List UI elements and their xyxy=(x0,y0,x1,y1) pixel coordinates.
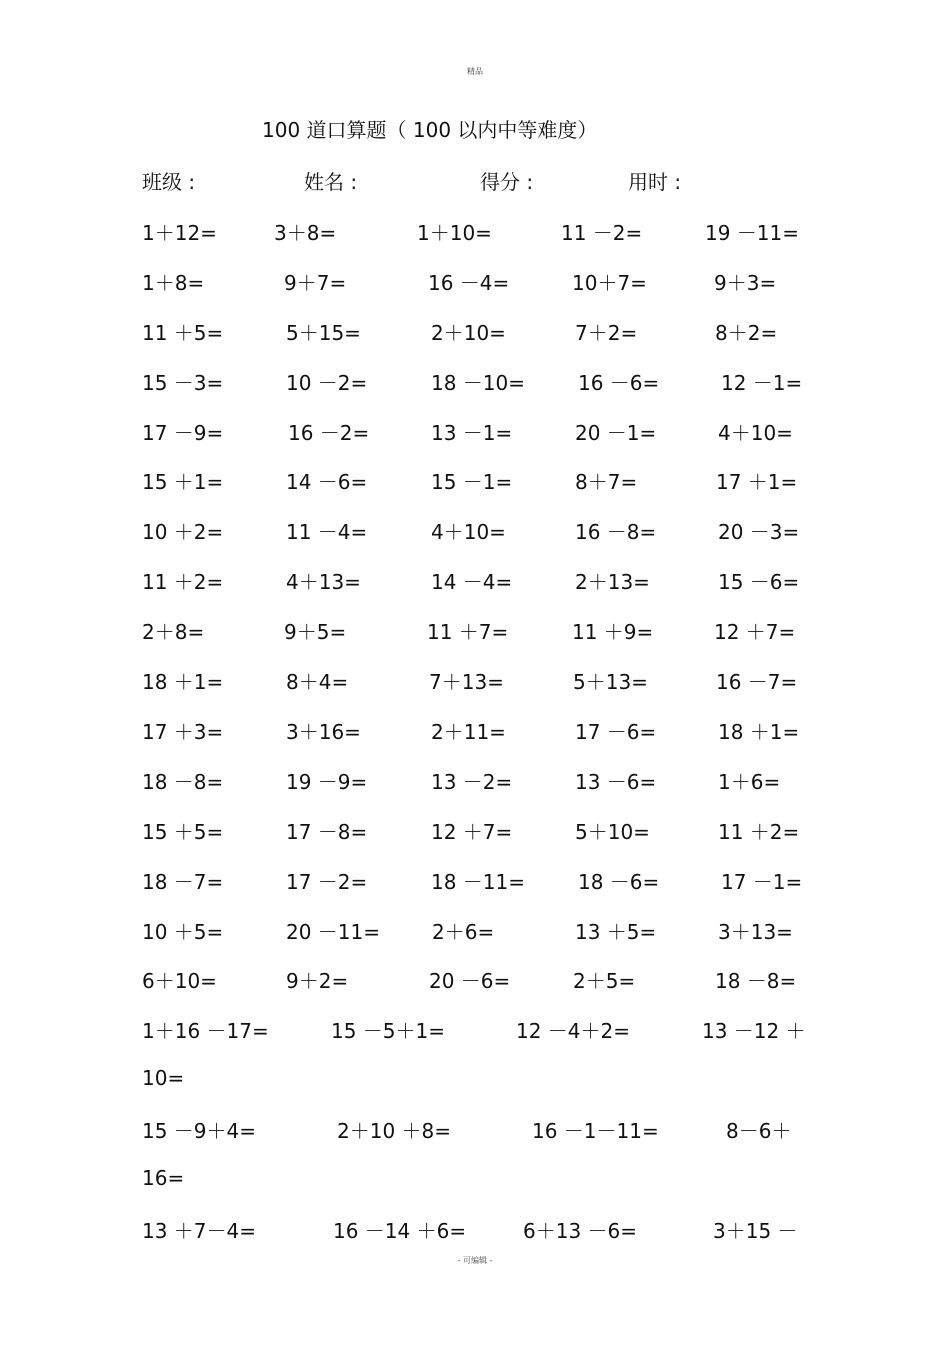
problem-item: 15 ＋1= xyxy=(142,470,224,494)
problem-item: 2＋5= xyxy=(573,969,636,993)
problem-row xyxy=(0,267,950,297)
time-label: 用时 : xyxy=(628,170,682,194)
problem-item: 15 －5＋1= xyxy=(331,1019,446,1043)
problem-item: 9＋3= xyxy=(714,271,777,295)
problem-item: 18 －7= xyxy=(142,870,224,894)
problem-item: 14 －4= xyxy=(431,570,513,594)
problem-item: 2＋10= xyxy=(431,321,506,345)
problem-item: 9＋2= xyxy=(286,969,349,993)
problem-item: 8＋4= xyxy=(286,670,349,694)
problem-item: 5＋13= xyxy=(573,670,648,694)
score-label: 得分 : xyxy=(480,170,534,194)
problem-item: 16 －1－11= xyxy=(532,1119,659,1143)
problem-item: 18 －8= xyxy=(142,770,224,794)
problem-item: 12 －1= xyxy=(721,371,803,395)
problem-item: 16 －7= xyxy=(716,670,798,694)
worksheet-title: 100 道口算题（ 100 以内中等难度） xyxy=(262,118,598,142)
problem-item: 17 －8= xyxy=(286,820,368,844)
problem-item: 15 －1= xyxy=(431,470,513,494)
problem-row xyxy=(0,317,950,347)
problem-item: 4＋13= xyxy=(286,570,361,594)
problem-item: 11 ＋7= xyxy=(427,620,509,644)
problem-item: 15 －9＋4= xyxy=(142,1119,257,1143)
problem-item: 19 －9= xyxy=(286,770,368,794)
problem-item: 3＋8= xyxy=(274,221,337,245)
problem-row xyxy=(0,217,950,247)
problem-item: 20 －1= xyxy=(575,421,657,445)
problem-item: 8－6＋ xyxy=(726,1119,792,1143)
problem-item: 17 －9= xyxy=(142,421,224,445)
problem-item: 10 －2= xyxy=(286,371,368,395)
page-header: 精品 xyxy=(467,67,483,76)
problem-item: 17 ＋1= xyxy=(716,470,798,494)
problem-item: 18 ＋1= xyxy=(142,670,224,694)
problem-item: 15 －3= xyxy=(142,371,224,395)
problem-row xyxy=(0,816,950,846)
problem-item: 12 ＋7= xyxy=(714,620,796,644)
problem-item: 11 －2= xyxy=(561,221,643,245)
problem-item: 8＋7= xyxy=(575,470,638,494)
problem-item: 17 －2= xyxy=(286,870,368,894)
problem-item: 1＋10= xyxy=(417,221,492,245)
problem-row xyxy=(0,1015,950,1045)
problem-item: 17 ＋3= xyxy=(142,720,224,744)
problem-item: 13 ＋7－4= xyxy=(142,1219,257,1243)
problem-item: 16 －6= xyxy=(578,371,660,395)
problem-item: 15 ＋5= xyxy=(142,820,224,844)
problem-item: 17 －1= xyxy=(721,870,803,894)
problem-row xyxy=(0,965,950,995)
problem-item: 5＋10= xyxy=(575,820,650,844)
name-label: 姓名 : xyxy=(304,170,358,194)
problem-item: 11 －4= xyxy=(286,520,368,544)
problem-item: 11 ＋2= xyxy=(142,570,224,594)
problem-row xyxy=(0,766,950,796)
problem-item: 15 －6= xyxy=(718,570,800,594)
problem-item: 4＋10= xyxy=(431,520,506,544)
problem-item: 18 ＋1= xyxy=(718,720,800,744)
student-info-row xyxy=(0,166,950,196)
problem-item: 11 ＋5= xyxy=(142,321,224,345)
problem-item: 6＋13 －6= xyxy=(523,1219,638,1243)
problem-item: 18 －11= xyxy=(431,870,526,894)
problem-row xyxy=(0,666,950,696)
problem-item: 16 －4= xyxy=(428,271,510,295)
problem-item: 2＋11= xyxy=(431,720,506,744)
problem-item: 14 －6= xyxy=(286,470,368,494)
problem-row xyxy=(0,1115,950,1145)
problem-item: 11 ＋2= xyxy=(718,820,800,844)
problem-item: 13 －12 ＋ xyxy=(702,1019,806,1043)
problem-row xyxy=(0,516,950,546)
problem-item: 20 －11= xyxy=(286,920,381,944)
problem-item: 6＋10= xyxy=(142,969,217,993)
problem-item: 3＋13= xyxy=(718,920,793,944)
problem-item: 2＋10 ＋8= xyxy=(337,1119,452,1143)
problem-item: 1＋8= xyxy=(142,271,205,295)
problem-item: 12 ＋7= xyxy=(431,820,513,844)
problem-item: 9＋5= xyxy=(284,620,347,644)
problem-item: 20 －6= xyxy=(429,969,511,993)
problem-item: 10＋7= xyxy=(572,271,647,295)
problem-item: 16 －8= xyxy=(575,520,657,544)
problem-item: 2＋6= xyxy=(432,920,495,944)
problem-item: 1＋16 －17= xyxy=(142,1019,269,1043)
problem-row xyxy=(0,616,950,646)
problem-item: 16 －14 ＋6= xyxy=(333,1219,467,1243)
problem-item: 3＋16= xyxy=(286,720,361,744)
problem-item: 16= xyxy=(142,1166,185,1190)
problem-item: 18 －8= xyxy=(715,969,797,993)
problem-item: 11 ＋9= xyxy=(572,620,654,644)
problem-item: 5＋15= xyxy=(286,321,361,345)
problem-row xyxy=(0,716,950,746)
problem-item: 20 －3= xyxy=(718,520,800,544)
problem-item: 13 －1= xyxy=(431,421,513,445)
problem-item: 16 －2= xyxy=(288,421,370,445)
problem-item: 7＋13= xyxy=(429,670,504,694)
problem-item: 12 －4＋2= xyxy=(516,1019,631,1043)
problem-item: 7＋2= xyxy=(575,321,638,345)
problem-row xyxy=(0,916,950,946)
problem-row xyxy=(0,566,950,596)
problem-item: 8＋2= xyxy=(715,321,778,345)
problem-item: 1＋6= xyxy=(718,770,781,794)
problem-item: 10 ＋2= xyxy=(142,520,224,544)
problem-item: 10 ＋5= xyxy=(142,920,224,944)
problem-item: 19 －11= xyxy=(705,221,800,245)
page-footer: - 可编辑 - xyxy=(457,1256,493,1265)
problem-item: 9＋7= xyxy=(284,271,347,295)
problem-row xyxy=(0,466,950,496)
problem-row xyxy=(0,866,950,896)
problem-row xyxy=(0,367,950,397)
problem-item: 13 －2= xyxy=(431,770,513,794)
problem-item: 3＋15 － xyxy=(713,1219,798,1243)
problem-item: 18 －6= xyxy=(578,870,660,894)
problem-item: 18 －10= xyxy=(431,371,526,395)
class-label: 班级 : xyxy=(142,170,196,194)
problem-row xyxy=(0,417,950,447)
problem-item: 2＋13= xyxy=(575,570,650,594)
problem-item: 1＋12= xyxy=(142,221,217,245)
problem-item: 4＋10= xyxy=(718,421,793,445)
problem-row xyxy=(0,1166,950,1196)
problem-row xyxy=(0,1066,950,1096)
problem-row xyxy=(0,1215,950,1245)
problem-item: 17 －6= xyxy=(575,720,657,744)
problem-item: 13 －6= xyxy=(575,770,657,794)
problem-item: 13 ＋5= xyxy=(575,920,657,944)
problem-item: 10= xyxy=(142,1066,185,1090)
problem-item: 2＋8= xyxy=(142,620,205,644)
